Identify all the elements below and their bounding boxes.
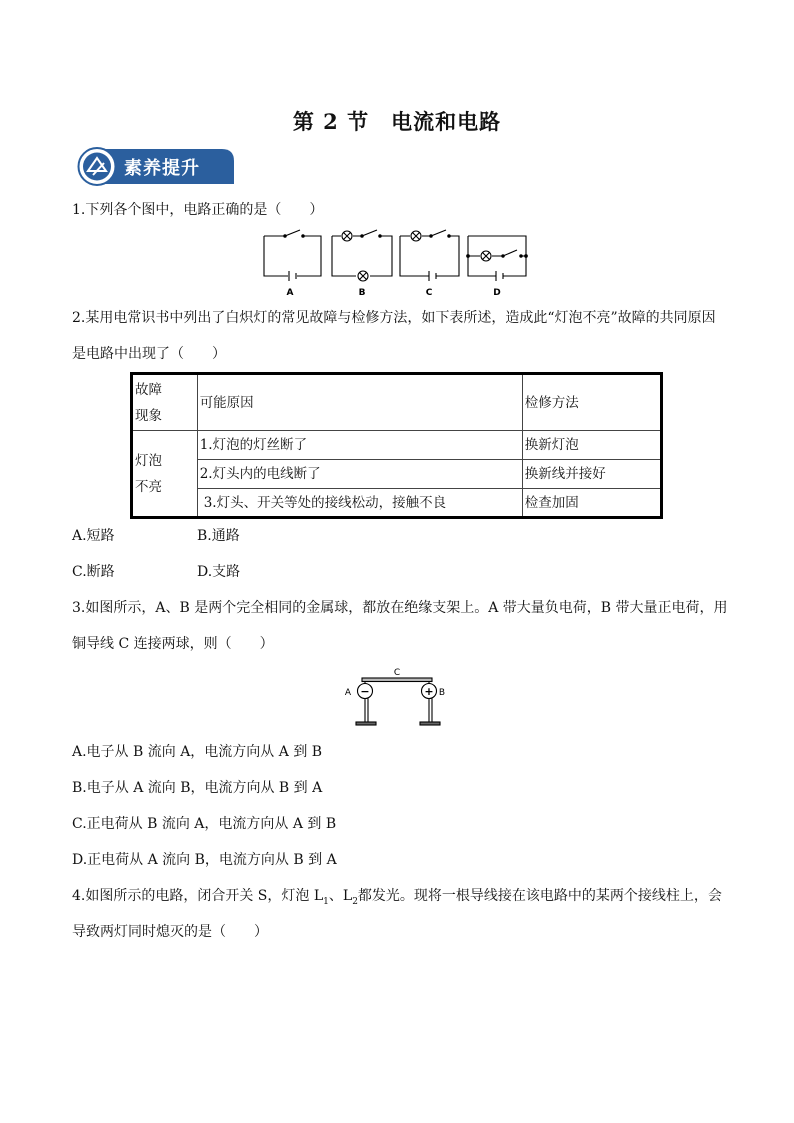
header-symptom: 故障 现象 [132, 374, 198, 431]
q3-label-b: B [438, 688, 446, 698]
q2-option-d: D.支路 [197, 564, 241, 580]
fault-table [130, 372, 663, 519]
q3-option-b: B.电子从 A 流向 B，电流方向从 B 到 A [72, 780, 323, 796]
q4-text-line2: 导致两灯同时熄灭的是（ ） [72, 924, 268, 940]
q3-option-a: A.电子从 B 流向 A，电流方向从 A 到 B [72, 744, 323, 760]
table-row [132, 489, 662, 518]
header-fix: 检修方法 [522, 374, 661, 431]
header-cause: 可能原因 [197, 374, 522, 431]
q3-minus-sign: − [360, 685, 370, 698]
q1-text: 1.下列各个图中，电路正确的是（ ） [72, 202, 324, 218]
fix-cell: 检查加固 [522, 489, 661, 518]
q2-text-line1: 2.某用电常识书中列出了白炽灯的常见故障与检修方法，如下表所述，造成此“灯泡不亮”故障的共同原因 [72, 310, 716, 326]
q4-text-line1: 4.如图所示的电路，闭合开关 S，灯泡 $L_1$、$L_2$都发光。现将一根导线接在该电路中的某两个接线柱上，会 [72, 888, 722, 907]
cause-cell: 2.灯头内的电线断了 [197, 460, 522, 489]
q3-text-line2: 铜导线 C 连接两球，则（ ） [72, 636, 274, 652]
fix-cell: 换新灯泡 [522, 431, 661, 460]
cause-cell: 1.灯泡的灯丝断了 [197, 431, 522, 460]
table-row [132, 431, 662, 460]
q2-option-a: A.短路 [72, 528, 115, 544]
page-title: 第 2 节 电流和电路 [292, 109, 502, 134]
q1-label-a: A [286, 288, 294, 298]
q1-circuit-figure [258, 226, 534, 300]
symptom-cell: 灯泡 不亮 [132, 431, 198, 518]
q3-plus-sign: + [424, 685, 434, 698]
section-banner-label: 素养提升 [124, 158, 200, 179]
q3-option-c: C.正电荷从 B 流向 A，电流方向从 A 到 B [72, 816, 337, 832]
q1-label-d: D [493, 288, 501, 298]
q2-text-line2: 是电路中出现了（ ） [72, 346, 226, 362]
q2-option-b: B.通路 [197, 528, 240, 544]
q3-label-a: A [344, 688, 352, 698]
q3-text-line1: 3.如图所示，A、B 是两个完全相同的金属球，都放在绝缘支架上。A 带大量负电荷，B 带大量正电荷，用 [72, 600, 728, 616]
q3-metal-spheres-figure [341, 664, 453, 732]
q3-option-d: D.正电荷从 A 流向 B，电流方向从 B 到 A [72, 852, 337, 868]
table-row [132, 460, 662, 489]
q1-label-b: B [358, 288, 366, 298]
q1-label-c: C [425, 288, 433, 298]
cause-cell: 3.灯头、开关等处的接线松动，接触不良 [197, 489, 522, 518]
q2-option-c: C.断路 [72, 564, 115, 580]
q3-label-c: C [393, 668, 401, 678]
fix-cell: 换新线并接好 [522, 460, 661, 489]
table-header-row [132, 374, 662, 431]
